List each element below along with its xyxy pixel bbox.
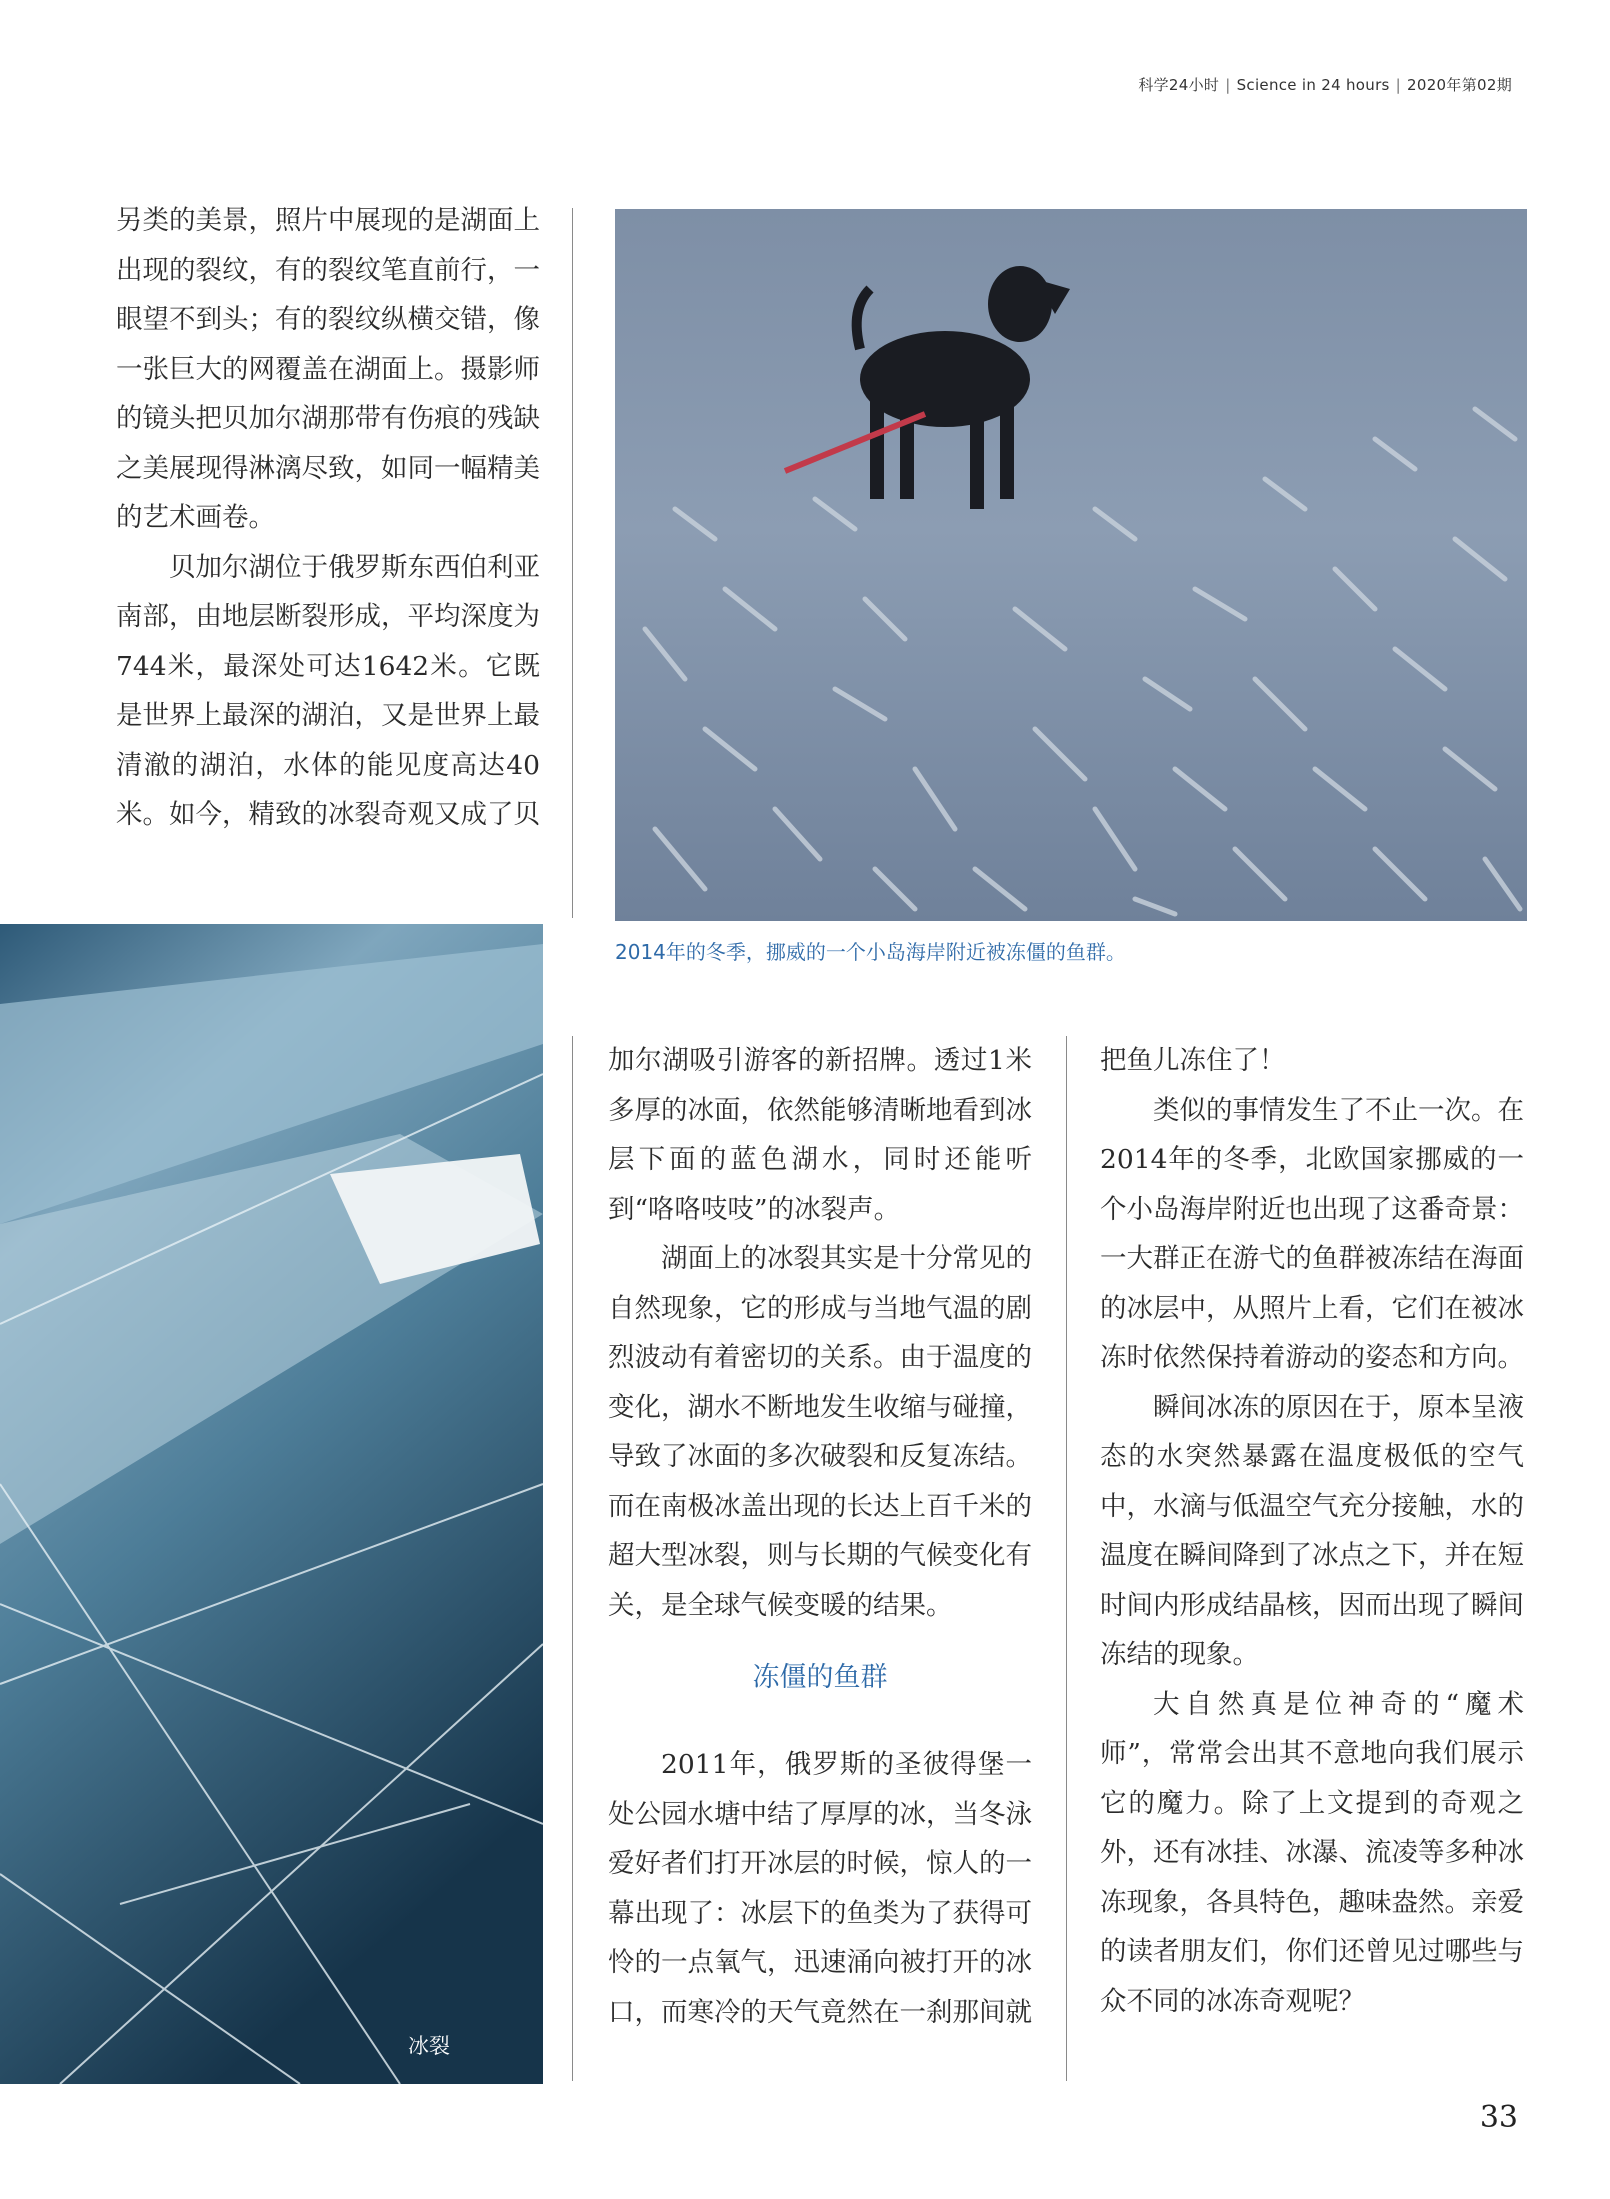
paragraph: 把鱼儿冻住了！ bbox=[1100, 1045, 1286, 1076]
column-divider bbox=[572, 1036, 573, 2081]
paragraph: 贝加尔湖位于俄罗斯东西伯利亚南部，由地层断裂形成，平均深度为744米，最深处可达1642米。它既是世界上最深的湖泊，又是世界上最清澈的湖泊，水体的能见度高达40米。如今，精致的冰裂奇观又成了贝 bbox=[116, 551, 540, 830]
frozen-fish-photo bbox=[615, 209, 1527, 921]
left-text-column bbox=[116, 196, 540, 840]
ice-photo-label: 冰裂 bbox=[408, 2034, 450, 2058]
middle-text-column bbox=[608, 1036, 1032, 2037]
column-divider bbox=[572, 208, 573, 918]
magazine-title: 科学24小时 bbox=[1138, 76, 1220, 94]
header-separator: | bbox=[1395, 76, 1402, 94]
column-divider bbox=[1066, 1036, 1067, 2081]
magazine-title-en: Science in 24 hours bbox=[1236, 76, 1390, 94]
paragraph: 2011年，俄罗斯的圣彼得堡一处公园水塘中结了厚厚的冰，当冬泳爱好者们打开冰层的时候，惊人的一幕出现了：冰层下的鱼类为了获得可怜的一点氧气，迅速涌向被打开的冰口，而寒冷的天气竟然在一刹那间就 bbox=[608, 1749, 1032, 2028]
paragraph: 大自然真是位神奇的“魔术师”，常常会出其不意地向我们展示它的魔力。除了上文提到的奇观之外，还有冰挂、冰瀑、流凌等多种冰冻现象，各具特色，趣味盎然。亲爱的读者朋友们，你们还曾见过哪些与众不同的冰冻奇观呢？ bbox=[1100, 1688, 1524, 2017]
ice-crack-photo bbox=[0, 924, 543, 2084]
photo-caption: 2014年的冬季，挪威的一个小岛海岸附近被冻僵的鱼群。 bbox=[615, 940, 1126, 964]
running-header bbox=[1138, 74, 1512, 95]
header-separator: | bbox=[1225, 76, 1231, 94]
paragraph: 另类的美景，照片中展现的是湖面上出现的裂纹，有的裂纹笔直前行，一眼望不到头；有的裂纹纵横交错，像一张巨大的网覆盖在湖面上。摄影师的镜头把贝加尔湖那带有伤痕的残缺之美展现得淋漓尽致，如同一幅精美的艺术画卷。 bbox=[116, 205, 540, 533]
page-number: 33 bbox=[1479, 2100, 1518, 2135]
ice-crack-image bbox=[0, 924, 543, 2084]
paragraph: 类似的事情发生了不止一次。在2014年的冬季，北欧国家挪威的一个小岛海岸附近也出现了这番奇景：一大群正在游弋的鱼群被冻结在海面的冰层中，从照片上看，它们在被冰冻时依然保持着游动的姿态和方向。 bbox=[1100, 1094, 1524, 1373]
paragraph: 湖面上的冰裂其实是十分常见的自然现象，它的形成与当地气温的剧烈波动有着密切的关系。由于温度的变化，湖水不断地发生收缩与碰撞，导致了冰面的多次破裂和反复冻结。而在南极冰盖出现的长达上百千米的超大型冰裂，则与长期的气候变化有关，是全球气候变暖的结果。 bbox=[608, 1243, 1032, 1621]
right-text-column bbox=[1100, 1036, 1524, 2026]
paragraph: 加尔湖吸引游客的新招牌。透过1米多厚的冰面，依然能够清晰地看到冰层下面的蓝色湖水，同时还能听到“咯咯吱吱”的冰裂声。 bbox=[608, 1045, 1032, 1225]
section-heading: 冻僵的鱼群 bbox=[752, 1662, 888, 1693]
issue-number: 2020年第02期 bbox=[1407, 76, 1512, 94]
frozen-fish-image bbox=[615, 209, 1527, 921]
paragraph: 瞬间冰冻的原因在于，原本呈液态的水突然暴露在温度极低的空气中，水滴与低温空气充分接触，水的温度在瞬间降到了冰点之下，并在短时间内形成结晶核，因而出现了瞬间冻结的现象。 bbox=[1100, 1391, 1524, 1670]
